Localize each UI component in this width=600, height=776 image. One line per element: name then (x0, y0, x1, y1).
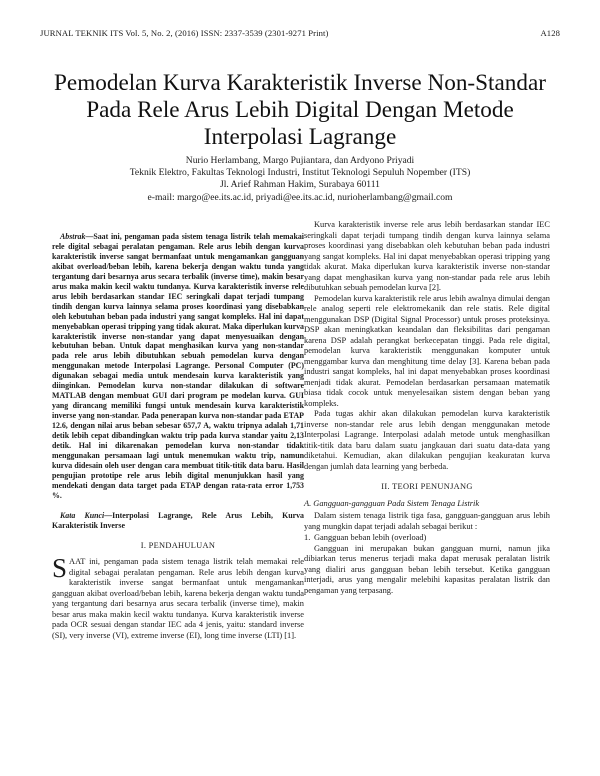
title-line-3: Interpolasi Lagrange (203, 124, 397, 150)
abstract (52, 232, 304, 501)
body-paragraph: Kurva karakteristik inverse rele arus lebih berdasarkan standar IEC seringkali dapat terjadi tumpang tindih dengan kurva lainnya selama proses koordinasi yang disebabkan oleh kebutuhan beban pada industri yang sangat kompleks. Hal ini dapat menyebabkan operasi tripping yang tidak akurat. Maka diperlukan kurva karakteristik inverse non-standar yang dapat menghasikan kurva yang non-standar pada rele arus lebih dibutuhkan sebuah pemodelan kurva [2]. (304, 220, 550, 292)
left-column (52, 232, 304, 641)
keywords-label: Kata Kunci (60, 510, 105, 520)
title-line-1: Pemodelan Kurva Karakteristik Inverse Non-Standar (54, 70, 546, 96)
list-text: Gangguan beban lebih (overload) (314, 533, 427, 542)
author-address: Jl. Arief Rahman Hakim, Surabaya 60111 (220, 179, 380, 191)
paper-title (40, 70, 560, 151)
list-number: 1. (304, 533, 311, 542)
introduction-paragraph (52, 553, 304, 641)
drop-cap: S (52, 553, 68, 584)
section-heading-introduction: I. PENDAHULUAN (140, 540, 216, 550)
body-paragraph: Gangguan ini merupakan bukan gangguan murni, namun jika dibiarkan terus menerus terjadi maka dapat merusak peralatan listrik yang dialiri arus gangguan beban lebih tersebut. Ketika gangguan interjadi, arus yang mengalir melebihi kapasitas peralatan listrik dan pengaman yang terpasang. (304, 543, 550, 595)
author-email: e-mail: margo@ee.its.ac.id, priyadi@ee.its.ac.id, nurioherlambang@gmail.com (147, 191, 453, 203)
keywords (52, 511, 304, 531)
author-names: Nurio Herlambang, Margo Pujiantara, dan Ardyono Priyadi (185, 155, 415, 166)
body-paragraph: Dalam sistem tenaga listrik tiga fasa, gangguan-gangguan arus lebih yang mungkin dapat terjadi adalah sebagai berikut : (304, 511, 550, 531)
page-number: A128 (540, 28, 560, 38)
body-paragraph: Pada tugas akhir akan dilakukan pemodelan kurva karakteristik inverse non-standar rele arus lebih dengan menggunakan metode Interpolasi Lagrange. Interpolasi adalah metode untuk menghasilkan titik-titik data baru dalam suatu jangkauan dari suatu data-data yang diketahui. Kemudian, akan dilakukan pengujian keakuratan kurva dengan jumlah data learning yang berbeda. (304, 409, 550, 471)
author-affiliation: Teknik Elektro, Fakultas Teknologi Industri, Institut Teknologi Sepuluh Nopember (ITS) (129, 167, 471, 179)
abstract-text: —Saat ini, pengaman pada sistem tenaga listrik telah memakai rele digital sebagai peralatan pengaman. Rele arus lebih dengan kurva karakteristik inverse sangat bermanfaat untuk mengamankan gangguan akibat overload/beban lebih, karena bekerja dengan waktu tunda yang tergantung dari besarnya arus secara terbalik (inverse time), makin besar arus maka makin kecil waktu tundanya. Kurva karakteristik inverse rele arus lebih berdasarkan standar IEC seringkali dapat terjadi tumpang tindih dengan kurva lainnya selama proses koordinasi yang disebabkan oleh kebutuhan beban pada industri yang sangat kompleks. Hal ini dapat menyebabkan operasi tripping yang tidak akurat. Maka diperlukan kurva karakteristik inverse non-standar yang dapat menyesuaikan dengan kebutuhan beban. Untuk dapat menghasikan kurva yang non-standar pada rele arus lebih dibutuhkan sebuah pemodelan kurva dengan menggunakan metode Interpolasi Lagrange. Personal Computer (PC) digunakan sebagai media untuk mendesain kurva karakteristik yang diinginkan. Pemodelan kurva non-standar dilakukan di software MATLAB dengan membuat GUI dari program pe modelan kurva. GUI yang dirancang memiliki fungsi untuk mendesain kurva karakteristik inverse yang non-standar. Pada penerapan kurva non-standar pada ETAP 12.6, dengan nilai arus beban sebesar 657,7 A, waktu tripnya adalah 1,71 detik lebih cepat dibandingkan waktu trip pada kurva standar yaitu 2,13 detik. Hal ini dikarenakan pemodelan kurva non-standar tidak menggunakan persamaan lagi untuk menemukan waktu trip, namun kurva didesain oleh user dengan cara membuat titik-titik data baru. Hasil pengujian prototipe rele arus lebih digital menunjukkan hasil yang mendekati dengan data target pada ETAP dengan rata-rata error 1,753 %. (52, 232, 304, 500)
section-heading-theory: II. TEORI PENUNJANG (381, 482, 473, 491)
journal-citation: JURNAL TEKNIK ITS Vol. 5, No. 2, (2016) ISSN: 2337-3539 (2301-9271 Print) (40, 28, 329, 38)
subsection-heading: A. Gangguan-gangguan Pada Sistem Tenaga Listrik (304, 498, 480, 508)
author-block (40, 155, 560, 204)
title-line-2: Pada Rele Arus Lebih Digital Dengan Metode (86, 97, 514, 123)
body-paragraph: Pemodelan kurva karakteristik rele arus lebih awalnya dimulai dengan rele analog seperti rele elektromekanik dan rele statis. Rele digital menggunakan DSP (Digital Signal Processor) untuk proses proteksinya. DSP akan meningkatkan keandalan dan fleksibilitas dari pengaman karena DSP adalah perangkat berkecepatan tinggi. Pada rele digital, pemodelan kurva karakteristik menggunakan komputer untuk menggambar kurva dan menghitung time delay [3]. Karena beban pada industri sangat kompleks, hal ini dapat menyebabkan proses koordinasi menjadi tidak akurat. Pemodelan berdasarkan persamaan matematik biasa tidak cocok untuk menyelesaikan sistem dengan beban yang kompleks. (304, 293, 550, 408)
introduction-text: AAT ini, pengaman pada sistem tenaga listrik telah memakai rele digital sebagai peralatan pengaman. Rele arus lebih dengan kurva karakteristik inverse sangat bermanfaat untuk mengamankan gangguan akibat overload/beban lebih, karena bekerja dengan waktu tunda yang tergantung dari besarnya arus secara terbalik (inverse time), makin besar arus maka makin kecil waktu tundanya. Kurva karakteristik inverse pada OCR sesuai dengan standar IEC ada 4 jenis, yaitu: standard inverse (SI), very inverse (VI), extreme inverse (EI), long time inverse (LTI) [1]. (52, 557, 304, 640)
right-column (304, 220, 550, 596)
keywords-text: —Interpolasi Lagrange, Rele Arus Lebih, Kurva Karakteristik Inverse (52, 510, 305, 530)
list-item (304, 533, 550, 544)
abstract-label: Abstrak (60, 232, 86, 241)
